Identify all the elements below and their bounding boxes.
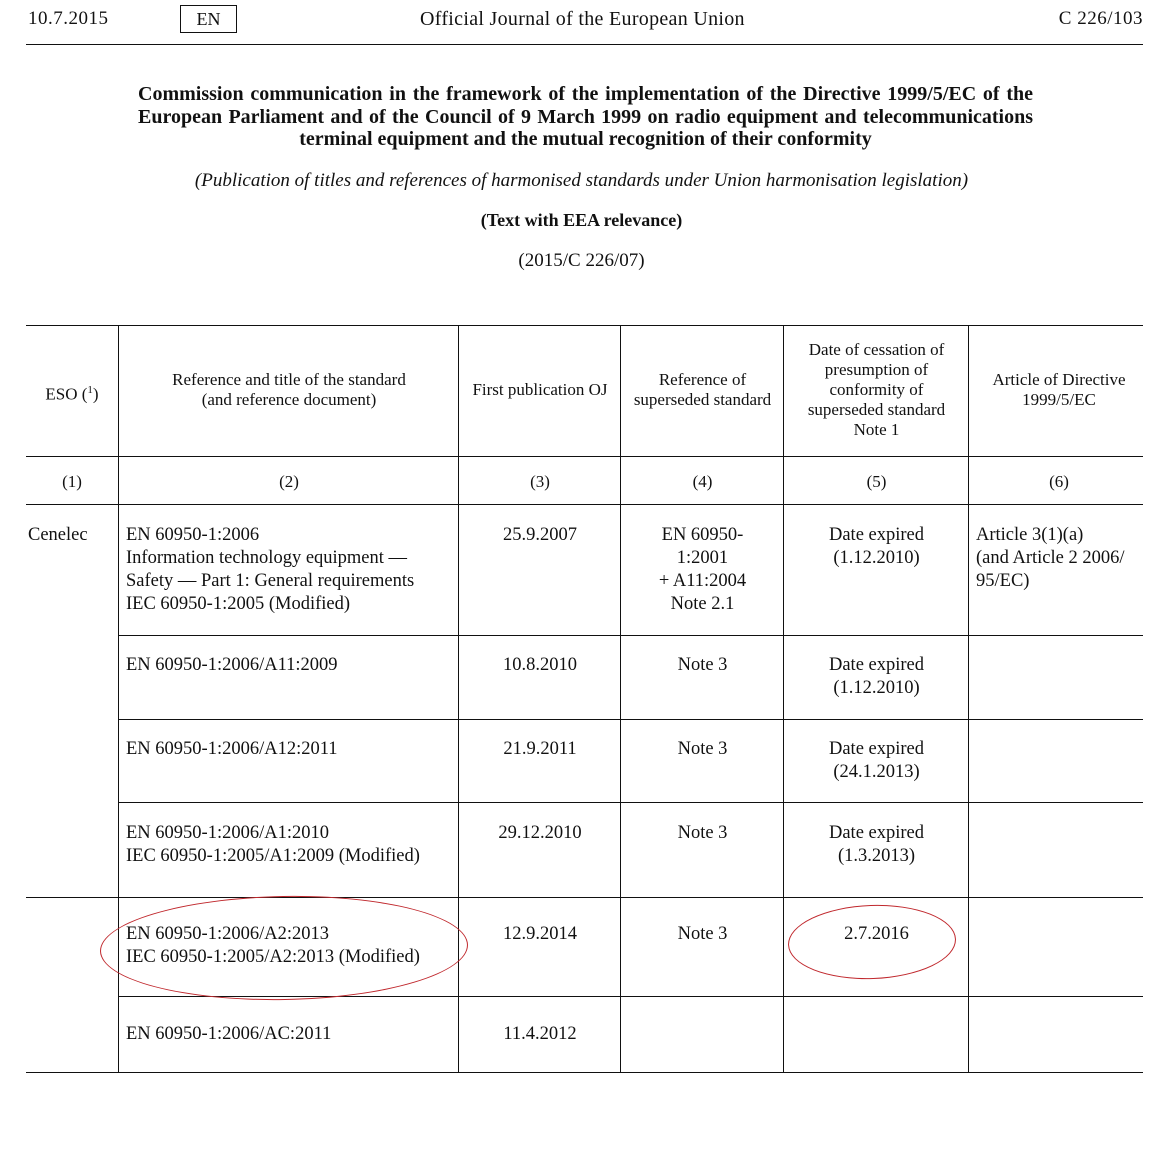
column-number: (3) <box>530 472 550 491</box>
first-publication-cell: 12.9.2014 <box>503 924 577 944</box>
header-eso: ESO ($^1$) <box>45 384 99 404</box>
numbers-bottom-rule <box>26 504 1143 505</box>
column-number: (6) <box>1049 472 1069 491</box>
first-publication-cell: 25.9.2007 <box>503 525 577 545</box>
reference-cell: EN 60950-1:2006/A2:2013 IEC 60950-1:2005/A2:2013 (Modified) <box>126 924 420 967</box>
reference-cell: EN 60950-1:2006/A1:2010 IEC 60950-1:2005/A1:2009 (Modified) <box>126 823 420 866</box>
eso-cell: Cenelec <box>28 525 88 545</box>
document-subtitle: (Publication of titles and references of harmonised standards under Union harmonisation legislation) <box>194 170 969 191</box>
cessation-cell: Date expired (24.1.2013) <box>828 739 925 782</box>
superseded-cell: EN 60950- 1:2001 + A11:2004 Note 2.1 <box>658 525 747 614</box>
first-publication-cell: 29.12.2010 <box>498 823 582 843</box>
journal-name: Official Journal of the European Union <box>420 8 745 30</box>
first-publication-cell: 21.9.2011 <box>503 739 577 759</box>
header-bottom-rule <box>26 456 1143 457</box>
cessation-cell: Date expired (1.12.2010) <box>828 525 925 568</box>
page-reference: C 226/103 <box>1058 8 1143 29</box>
header-cessation: Date of cessation of presumption of conformity of superseded standard Note 1 <box>807 340 946 439</box>
annotation-ellipse-date <box>787 902 957 982</box>
reference-cell: EN 60950-1:2006/AC:2011 <box>126 1024 332 1044</box>
reference-cell: EN 60950-1:2006/A12:2011 <box>126 739 338 759</box>
header-first-publication: First publication OJ <box>472 380 608 399</box>
publication-date: 10.7.2015 <box>28 8 109 29</box>
language-badge: EN <box>180 5 237 33</box>
header-article: Article of Directive 1999/5/EC <box>992 370 1126 409</box>
first-publication-cell: 11.4.2012 <box>503 1024 577 1044</box>
table-bottom-rule <box>26 1072 1143 1073</box>
column-number: (1) <box>62 472 82 491</box>
column-divider <box>620 325 621 1073</box>
reference-cell: EN 60950-1:2006 Information technology equipment — Safety — Part 1: General requirements IEC 60950-1:2005 (Modified) <box>126 525 415 614</box>
header-superseded: Reference of superseded standard <box>633 370 772 409</box>
document-title: Commission communication in the framework of the implementation of the Directive 1999/5/EC of the European Parliament and of the Council of 9 March 1999 on radio equipment and telecommunications terminal equipment and the mutual recognition of their conformity <box>138 83 1033 150</box>
table-top-rule <box>26 325 1143 326</box>
header-reference: Reference and title of the standard (and reference document) <box>172 370 406 409</box>
row-divider <box>26 897 1143 898</box>
cessation-cell: 2.7.2016 <box>844 924 909 944</box>
superseded-cell: Note 3 <box>677 655 728 675</box>
row-divider <box>119 719 1143 720</box>
document-reference: (2015/C 226/07) <box>518 250 645 271</box>
cessation-cell: Date expired (1.3.2013) <box>828 823 925 866</box>
eea-relevance: (Text with EEA relevance) <box>480 210 683 230</box>
column-number: (4) <box>692 472 713 491</box>
cessation-cell: Date expired (1.12.2010) <box>828 655 925 698</box>
superseded-cell: Note 3 <box>677 823 728 843</box>
row-divider <box>119 802 1143 803</box>
superseded-cell: Note 3 <box>677 924 728 944</box>
article-cell: Article 3(1)(a) (and Article 2 2006/ 95/EC) <box>976 525 1125 591</box>
reference-cell: EN 60950-1:2006/A11:2009 <box>126 655 338 675</box>
first-publication-cell: 10.8.2010 <box>503 655 577 675</box>
header-rule <box>26 44 1143 45</box>
annotation-ellipse-reference <box>99 893 469 1003</box>
superseded-cell: Note 3 <box>677 739 728 759</box>
row-divider <box>119 635 1143 636</box>
column-number: (2) <box>279 472 299 491</box>
column-number: (5) <box>866 472 887 491</box>
